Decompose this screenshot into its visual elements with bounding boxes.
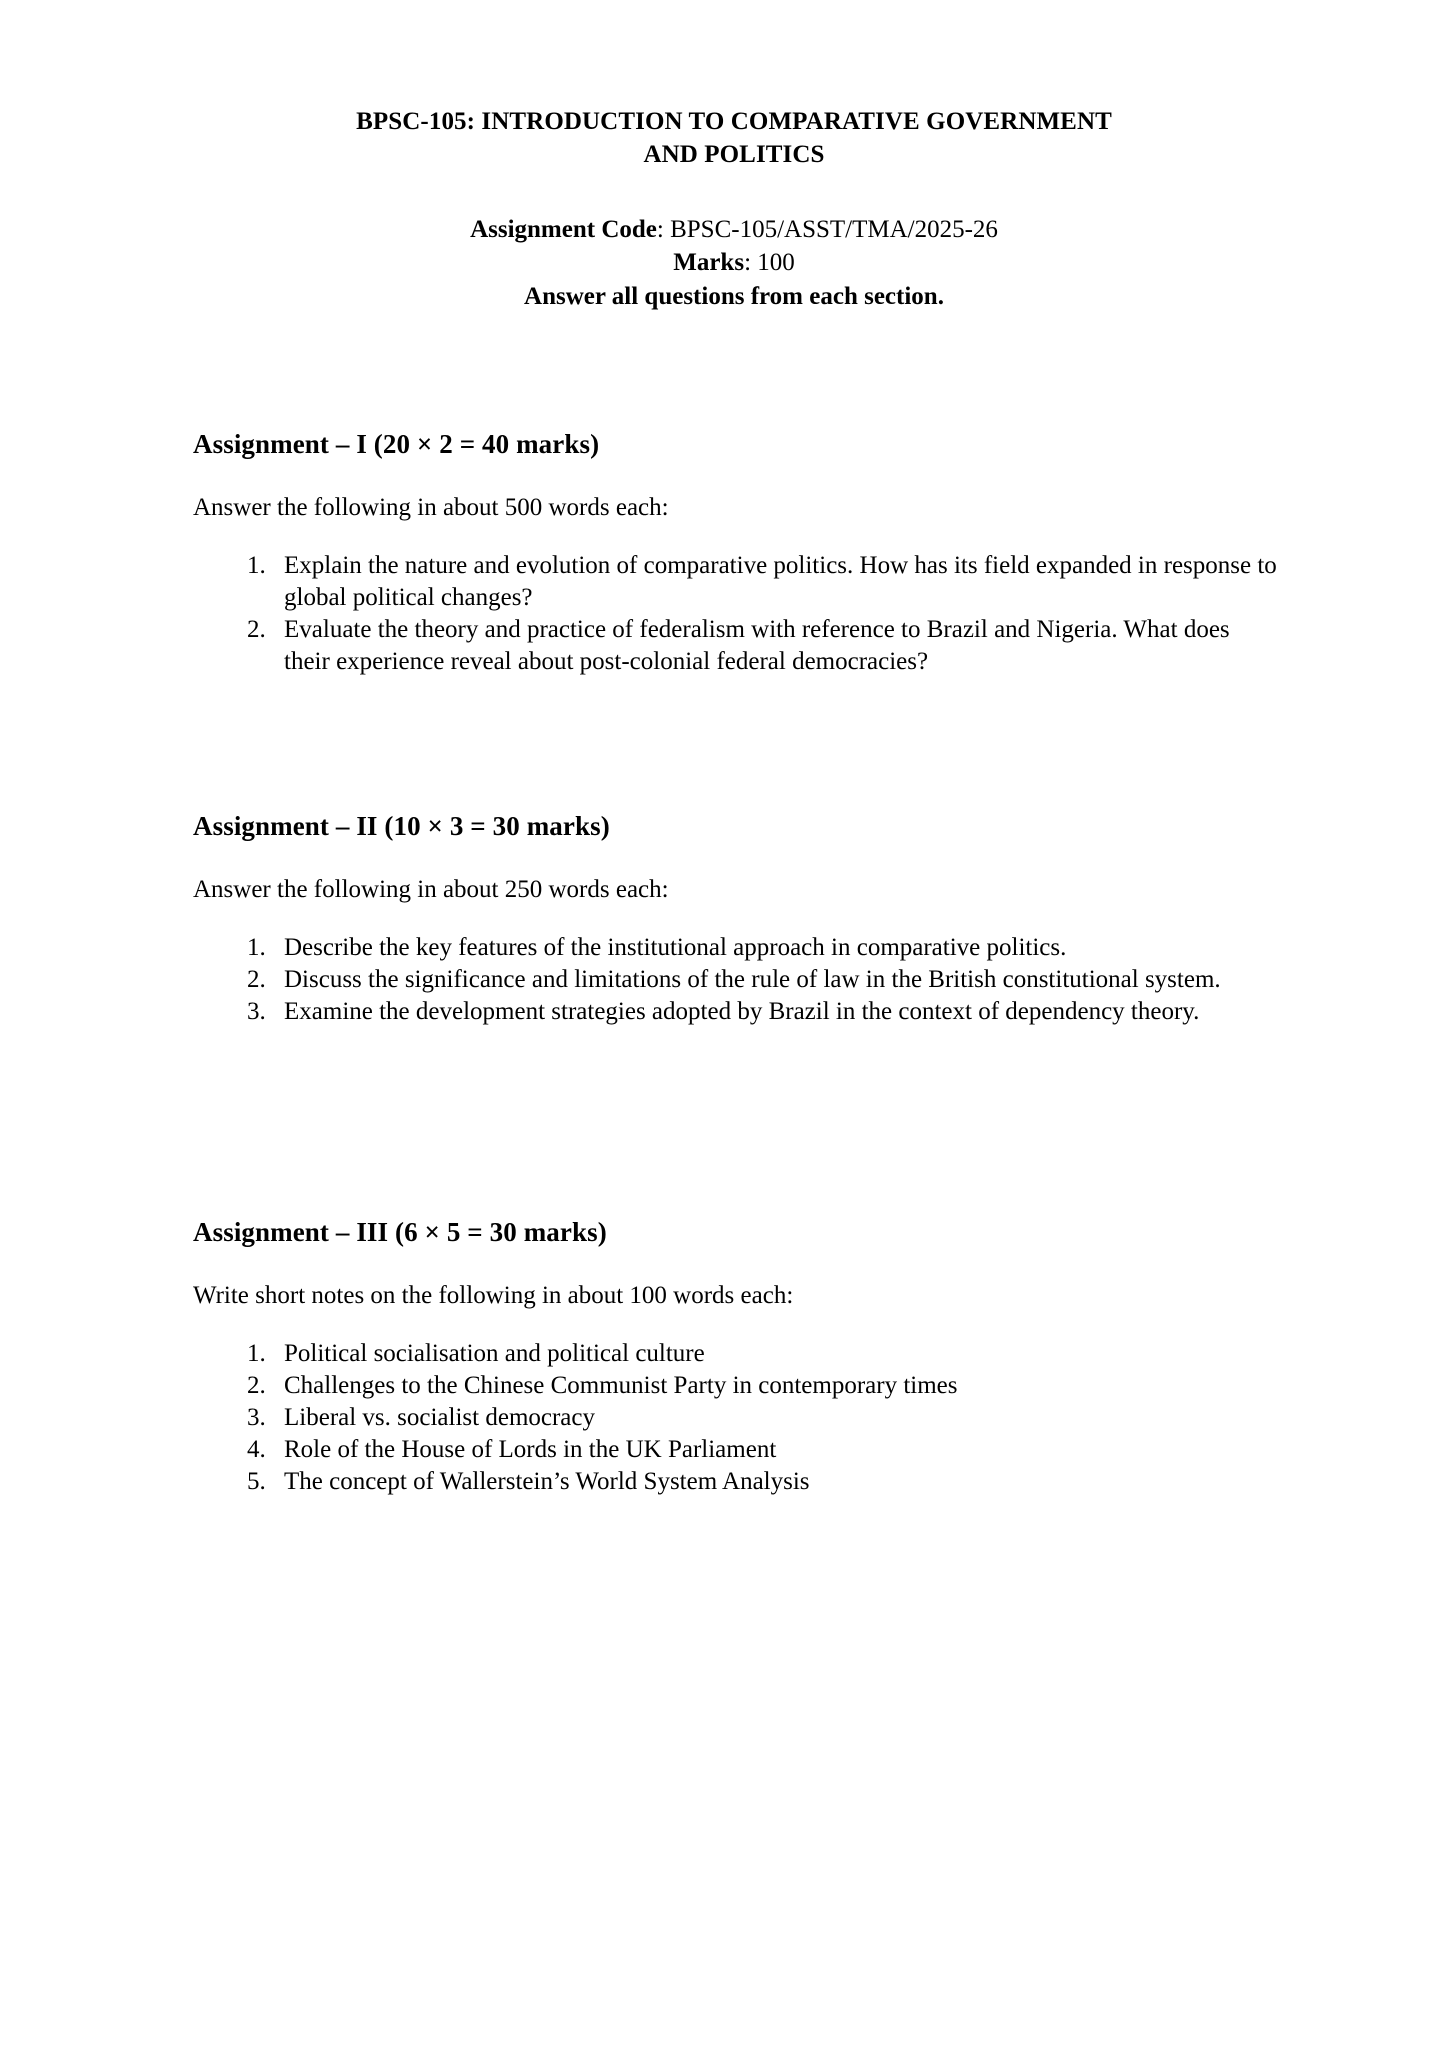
page-title-line-2: POLITICS [704, 141, 825, 168]
list-item: 4. Role of the House of Lords in the UK Parliament [272, 1434, 1278, 1466]
list-item: 5. The concept of Wallerstein’s World System Analysis [272, 1466, 1278, 1498]
list-item: 1. Political socialisation and political culture [272, 1338, 1278, 1370]
list-item: 3. Liberal vs. socialist democracy [272, 1402, 1278, 1434]
assignment-section-iii [193, 1216, 1278, 1498]
page-title-line-1: BPSC-105: INTRODUCTION TO COMPARATIVE GOVERNMENT AND [356, 108, 1112, 168]
section-intro-iii: Write short notes on the following in about 100 words each: [193, 1282, 794, 1310]
list-item: 1. Explain the nature and evolution of comparative politics. How has its field expanded in response to global political changes? [272, 550, 1278, 614]
question-list-iii [193, 1312, 1278, 1498]
section-intro-i: Answer the following in about 500 words each: [193, 494, 669, 522]
assignment-code-separator: : [656, 216, 671, 243]
section-heading-ii: Assignment – II (10 × 3 = 30 marks) [193, 811, 610, 841]
list-item: 2. Discuss the significance and limitations of the rule of law in the British constitutional system. [272, 964, 1278, 996]
list-item: 2. Challenges to the Chinese Communist Party in contemporary times [272, 1370, 1278, 1402]
marks-value: 100 [757, 249, 795, 277]
assignment-code-label: Assignment Code [470, 216, 657, 243]
section-heading-iii: Assignment – III (6 × 5 = 30 marks) [193, 1217, 607, 1247]
marks-separator: : [744, 249, 758, 277]
document-header [193, 105, 1275, 313]
assignment-section-ii [193, 810, 1278, 1028]
list-item: 2. Evaluate the theory and practice of federalism with reference to Brazil and Nigeria. What does their experience reveal about post-colonial federal democracies? [272, 614, 1278, 678]
assignment-section-i [193, 428, 1278, 678]
section-heading-i: Assignment – I (20 × 2 = 40 marks) [193, 429, 600, 459]
marks-label: Marks [673, 249, 745, 277]
list-item: 3. Examine the development strategies adopted by Brazil in the context of dependency theory. [272, 996, 1278, 1028]
assignment-meta-block [193, 213, 1275, 313]
marks-line [193, 246, 1275, 279]
assignment-code-line [193, 213, 1275, 246]
question-list-ii [193, 906, 1278, 1028]
section-intro-ii: Answer the following in about 250 words each: [193, 876, 669, 904]
assignment-code-value: BPSC-105/ASST/TMA/2025-26 [670, 216, 998, 243]
question-list-i [193, 524, 1278, 678]
answer-instruction: Answer all questions from each section. [524, 282, 944, 310]
page-title [354, 105, 1114, 171]
list-item: 1. Describe the key features of the institutional approach in comparative politics. [272, 932, 1278, 964]
